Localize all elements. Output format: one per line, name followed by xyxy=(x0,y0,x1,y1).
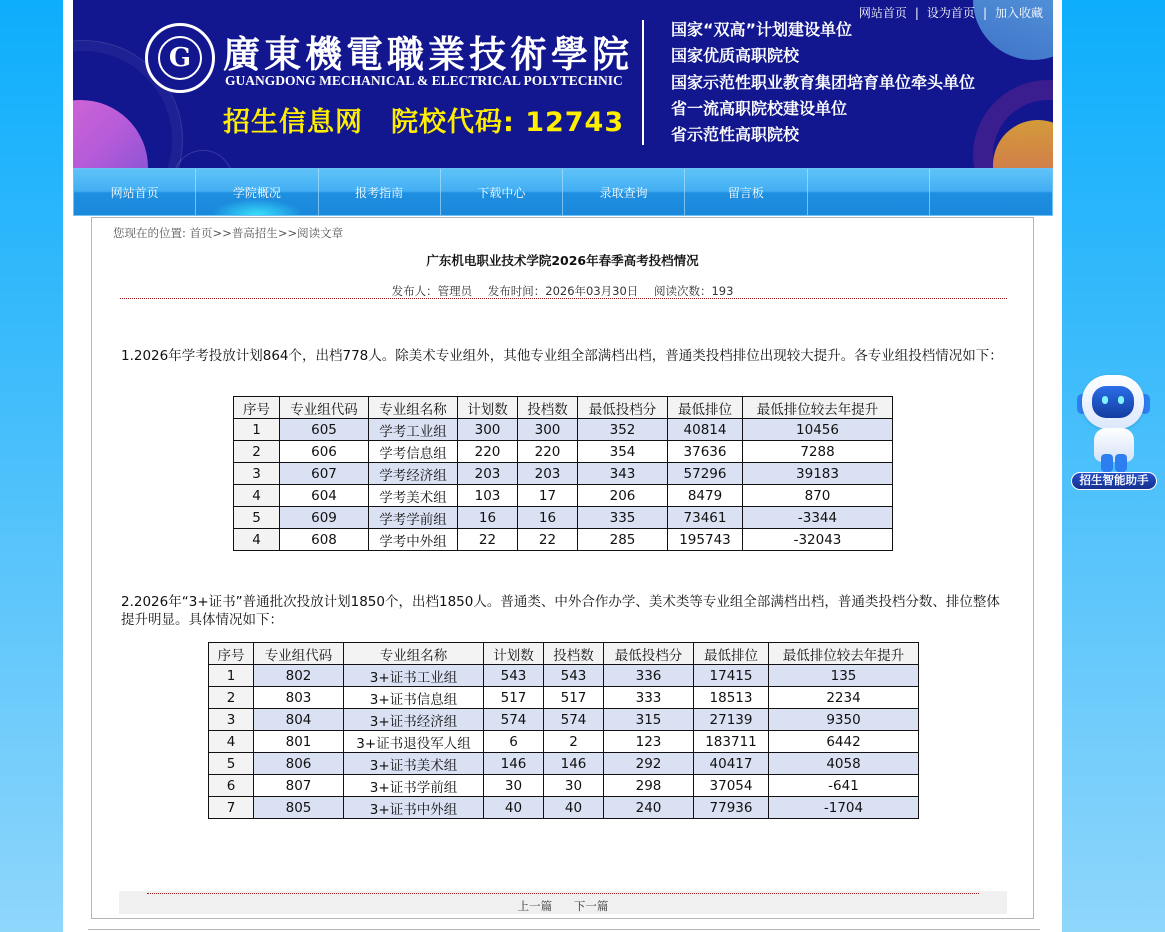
nav-label: 录取查询 xyxy=(599,185,648,200)
table-row xyxy=(209,753,919,775)
table-row xyxy=(209,775,919,797)
next-article-link[interactable]: 下一篇 xyxy=(573,899,609,913)
breadcrumb-home[interactable]: 首页 xyxy=(189,226,213,240)
cell: 315 xyxy=(604,709,694,731)
cell: 3 xyxy=(209,709,254,731)
column-header: 最低排位 xyxy=(668,397,743,419)
nav-item-home[interactable] xyxy=(74,169,196,215)
cell: 300 xyxy=(458,419,518,441)
cell: 18513 xyxy=(694,687,769,709)
cell: -3344 xyxy=(743,507,893,529)
column-header: 专业组代码 xyxy=(254,643,344,665)
school-code: 院校代码: 12743 xyxy=(391,107,625,138)
cell: 39183 xyxy=(743,463,893,485)
cell: 146 xyxy=(484,753,544,775)
cell: 22 xyxy=(518,529,578,551)
column-header: 最低投档分 xyxy=(604,643,694,665)
cell: 5 xyxy=(209,753,254,775)
cell: 27139 xyxy=(694,709,769,731)
honor-item: 国家示范性职业教育集团培育单位牵头单位 xyxy=(671,72,976,92)
cell: 7288 xyxy=(743,441,893,463)
school-name-cn: 廣東機電職業技術學院 xyxy=(223,32,633,76)
header-banner xyxy=(73,0,1053,168)
column-header: 最低排位 xyxy=(694,643,769,665)
table-row xyxy=(209,709,919,731)
table-3plus-cert xyxy=(208,642,919,819)
cell: 803 xyxy=(254,687,344,709)
article-container xyxy=(91,217,1034,919)
cell: 3+证书学前组 xyxy=(344,775,484,797)
cell: 学考信息组 xyxy=(369,441,458,463)
nav-item-empty xyxy=(930,169,1052,215)
cell: 6442 xyxy=(769,731,919,753)
cell: 4 xyxy=(234,529,280,551)
cell: 240 xyxy=(604,797,694,819)
cell: 135 xyxy=(769,665,919,687)
nav-label: 下载中心 xyxy=(477,185,526,200)
cell: 30 xyxy=(544,775,604,797)
cell: 298 xyxy=(604,775,694,797)
cell: 73461 xyxy=(668,507,743,529)
cell: 543 xyxy=(544,665,604,687)
cell: 1 xyxy=(209,665,254,687)
publish-time: 发布时间：2026年03月30日 xyxy=(487,284,639,298)
cell: 607 xyxy=(280,463,369,485)
read-count: 阅读次数：193 xyxy=(653,284,734,298)
cell: 3+证书工业组 xyxy=(344,665,484,687)
column-header: 计划数 xyxy=(458,397,518,419)
cell: 16 xyxy=(518,507,578,529)
publisher: 发布人：管理员 xyxy=(391,284,473,298)
table-row xyxy=(234,441,893,463)
cell: 40 xyxy=(544,797,604,819)
honors-list xyxy=(671,18,975,149)
table-row xyxy=(209,797,919,819)
nav-item-about[interactable] xyxy=(196,169,318,215)
robot-icon-eye xyxy=(1102,396,1108,404)
cell: 7 xyxy=(209,797,254,819)
cell: 805 xyxy=(254,797,344,819)
cell: 517 xyxy=(544,687,604,709)
column-header: 投档数 xyxy=(544,643,604,665)
cell: 8479 xyxy=(668,485,743,507)
cell: 37636 xyxy=(668,441,743,463)
table-xuekao xyxy=(233,396,893,551)
breadcrumb xyxy=(113,225,343,241)
column-header: 专业组名称 xyxy=(344,643,484,665)
cell: -1704 xyxy=(769,797,919,819)
paragraph-1: 1.2026年学考投放计划864个，出档778人。除美术专业组外，其他专业组全部满档出档，普通类投档排位出现较大提升。各专业组投档情况如下： xyxy=(121,348,1003,364)
nav-label: 留言板 xyxy=(727,185,764,200)
nav-item-downloads[interactable] xyxy=(441,169,563,215)
cell: 17415 xyxy=(694,665,769,687)
table-header-row xyxy=(234,397,893,419)
cell: 4058 xyxy=(769,753,919,775)
breadcrumb-current: 阅读文章 xyxy=(297,226,344,240)
column-header: 序号 xyxy=(234,397,280,419)
cell: 17 xyxy=(518,485,578,507)
table-row xyxy=(209,687,919,709)
nav-label: 学院概况 xyxy=(232,185,281,200)
cell: 517 xyxy=(484,687,544,709)
cell: 4 xyxy=(234,485,280,507)
cell: 103 xyxy=(458,485,518,507)
cell: 3+证书退役军人组 xyxy=(344,731,484,753)
cell: 608 xyxy=(280,529,369,551)
cell: 6 xyxy=(484,731,544,753)
cell: 335 xyxy=(578,507,668,529)
cell: 2234 xyxy=(769,687,919,709)
cell: 806 xyxy=(254,753,344,775)
article-title: 广东机电职业技术学院2026年春季高考投档情况 xyxy=(426,253,699,268)
table-row xyxy=(234,463,893,485)
robot-icon-leg xyxy=(1101,454,1113,472)
cell: 57296 xyxy=(668,463,743,485)
cell: 9350 xyxy=(769,709,919,731)
separator: | xyxy=(914,6,919,20)
cell: 802 xyxy=(254,665,344,687)
robot-icon-leg xyxy=(1115,454,1127,472)
column-header: 最低排位较去年提升 xyxy=(769,643,919,665)
nav-item-message-board[interactable] xyxy=(685,169,807,215)
cell: 574 xyxy=(484,709,544,731)
cell: 123 xyxy=(604,731,694,753)
cell: 16 xyxy=(458,507,518,529)
pager-bar xyxy=(119,891,1007,914)
column-header: 序号 xyxy=(209,643,254,665)
honor-item: 国家“双高”计划建设单位 xyxy=(671,20,853,39)
cell: 336 xyxy=(604,665,694,687)
breadcrumb-section[interactable]: 普高招生 xyxy=(231,226,278,240)
cell: 学考学前组 xyxy=(369,507,458,529)
nav-item-guide[interactable] xyxy=(319,169,441,215)
cell: 354 xyxy=(578,441,668,463)
cell: 333 xyxy=(604,687,694,709)
banner-divider xyxy=(642,20,644,145)
cell: 203 xyxy=(518,463,578,485)
logo-glyph: G xyxy=(158,36,202,80)
column-header: 计划数 xyxy=(484,643,544,665)
robot-icon-eye xyxy=(1118,396,1124,404)
nav-item-admission-query[interactable] xyxy=(563,169,685,215)
cell: 292 xyxy=(604,753,694,775)
cell: 3 xyxy=(234,463,280,485)
assistant-label: 招生智能助手 xyxy=(1071,472,1157,490)
cell: 77936 xyxy=(694,797,769,819)
cell: 870 xyxy=(743,485,893,507)
ai-assistant-button[interactable] xyxy=(1070,372,1158,492)
main-nav xyxy=(73,168,1053,216)
cell: 学考美术组 xyxy=(369,485,458,507)
cell: 5 xyxy=(234,507,280,529)
cell: 3+证书信息组 xyxy=(344,687,484,709)
cell: 203 xyxy=(458,463,518,485)
cell: 606 xyxy=(280,441,369,463)
cell: 2 xyxy=(544,731,604,753)
cell: 220 xyxy=(458,441,518,463)
honor-item: 省一流高职院校建设单位 xyxy=(671,98,848,118)
cell: 30 xyxy=(484,775,544,797)
cell: -641 xyxy=(769,775,919,797)
prev-article-link[interactable]: 上一篇 xyxy=(517,899,553,913)
cell: 3+证书经济组 xyxy=(344,709,484,731)
cell: 801 xyxy=(254,731,344,753)
column-header: 专业组代码 xyxy=(280,397,369,419)
cell: 22 xyxy=(458,529,518,551)
cell: 807 xyxy=(254,775,344,797)
article-meta xyxy=(92,283,1033,299)
set-homepage-link[interactable]: 设为首页 xyxy=(926,6,975,20)
cell: 285 xyxy=(578,529,668,551)
footer-divider xyxy=(88,929,1040,930)
nav-label: 网站首页 xyxy=(110,185,159,200)
top-links xyxy=(859,4,1043,21)
cell: 574 xyxy=(544,709,604,731)
school-name-en: GUANGDONG MECHANICAL & ELECTRICAL POLYTECHNIC xyxy=(225,73,623,88)
cell: 352 xyxy=(578,419,668,441)
cell: 343 xyxy=(578,463,668,485)
robot-icon-face xyxy=(1092,386,1134,418)
cell: 6 xyxy=(209,775,254,797)
cell: 2 xyxy=(209,687,254,709)
table-header-row xyxy=(209,643,919,665)
breadcrumb-separator: >> xyxy=(212,226,232,240)
cell: 609 xyxy=(280,507,369,529)
cell: 1 xyxy=(234,419,280,441)
cell: 195743 xyxy=(668,529,743,551)
cell: 3+证书中外组 xyxy=(344,797,484,819)
table-row xyxy=(234,529,893,551)
cell: 40814 xyxy=(668,419,743,441)
honor-item: 省示范性高职院校 xyxy=(671,125,800,145)
cell: 804 xyxy=(254,709,344,731)
school-logo-icon xyxy=(145,23,215,93)
table-row xyxy=(234,485,893,507)
dotted-divider xyxy=(147,893,979,894)
cell: 40417 xyxy=(694,753,769,775)
cell: 300 xyxy=(518,419,578,441)
cell: 604 xyxy=(280,485,369,507)
cell: 183711 xyxy=(694,731,769,753)
cell: 学考中外组 xyxy=(369,529,458,551)
cell: 146 xyxy=(544,753,604,775)
column-header: 最低投档分 xyxy=(578,397,668,419)
home-link[interactable]: 网站首页 xyxy=(858,6,907,20)
column-header: 投档数 xyxy=(518,397,578,419)
table-row xyxy=(234,507,893,529)
column-header: 最低排位较去年提升 xyxy=(743,397,893,419)
cell: 40 xyxy=(484,797,544,819)
cell: 543 xyxy=(484,665,544,687)
cell: 206 xyxy=(578,485,668,507)
dotted-divider xyxy=(120,298,1007,299)
breadcrumb-prefix: 您现在的位置: xyxy=(113,226,190,240)
honor-item: 国家优质高职院校 xyxy=(671,46,800,66)
pager xyxy=(119,898,1007,914)
portal-name: 招生信息网 xyxy=(223,107,363,138)
separator: | xyxy=(982,6,987,20)
cell: -32043 xyxy=(743,529,893,551)
nav-label: 报考指南 xyxy=(355,185,404,200)
nav-item-empty xyxy=(808,169,930,215)
breadcrumb-separator: >> xyxy=(277,226,298,240)
cell: 10456 xyxy=(743,419,893,441)
cell: 3+证书美术组 xyxy=(344,753,484,775)
cell: 2 xyxy=(234,441,280,463)
paragraph-2: 2.2026年“3+证书”普通批次投放计划1850个，出档1850人。普通类、中外合作办学、美术类等专业组全部满档出档，普通类投档分数、排位整体提升明显。具体情况如下： xyxy=(121,594,1000,628)
cell: 605 xyxy=(280,419,369,441)
table-row xyxy=(209,731,919,753)
cell: 220 xyxy=(518,441,578,463)
cell: 4 xyxy=(209,731,254,753)
cell: 学考工业组 xyxy=(369,419,458,441)
column-header: 专业组名称 xyxy=(369,397,458,419)
table-row xyxy=(209,665,919,687)
cell: 学考经济组 xyxy=(369,463,458,485)
robot-icon-body xyxy=(1094,428,1134,462)
add-favorite-link[interactable]: 加入收藏 xyxy=(994,6,1043,20)
cell: 37054 xyxy=(694,775,769,797)
table-row xyxy=(234,419,893,441)
